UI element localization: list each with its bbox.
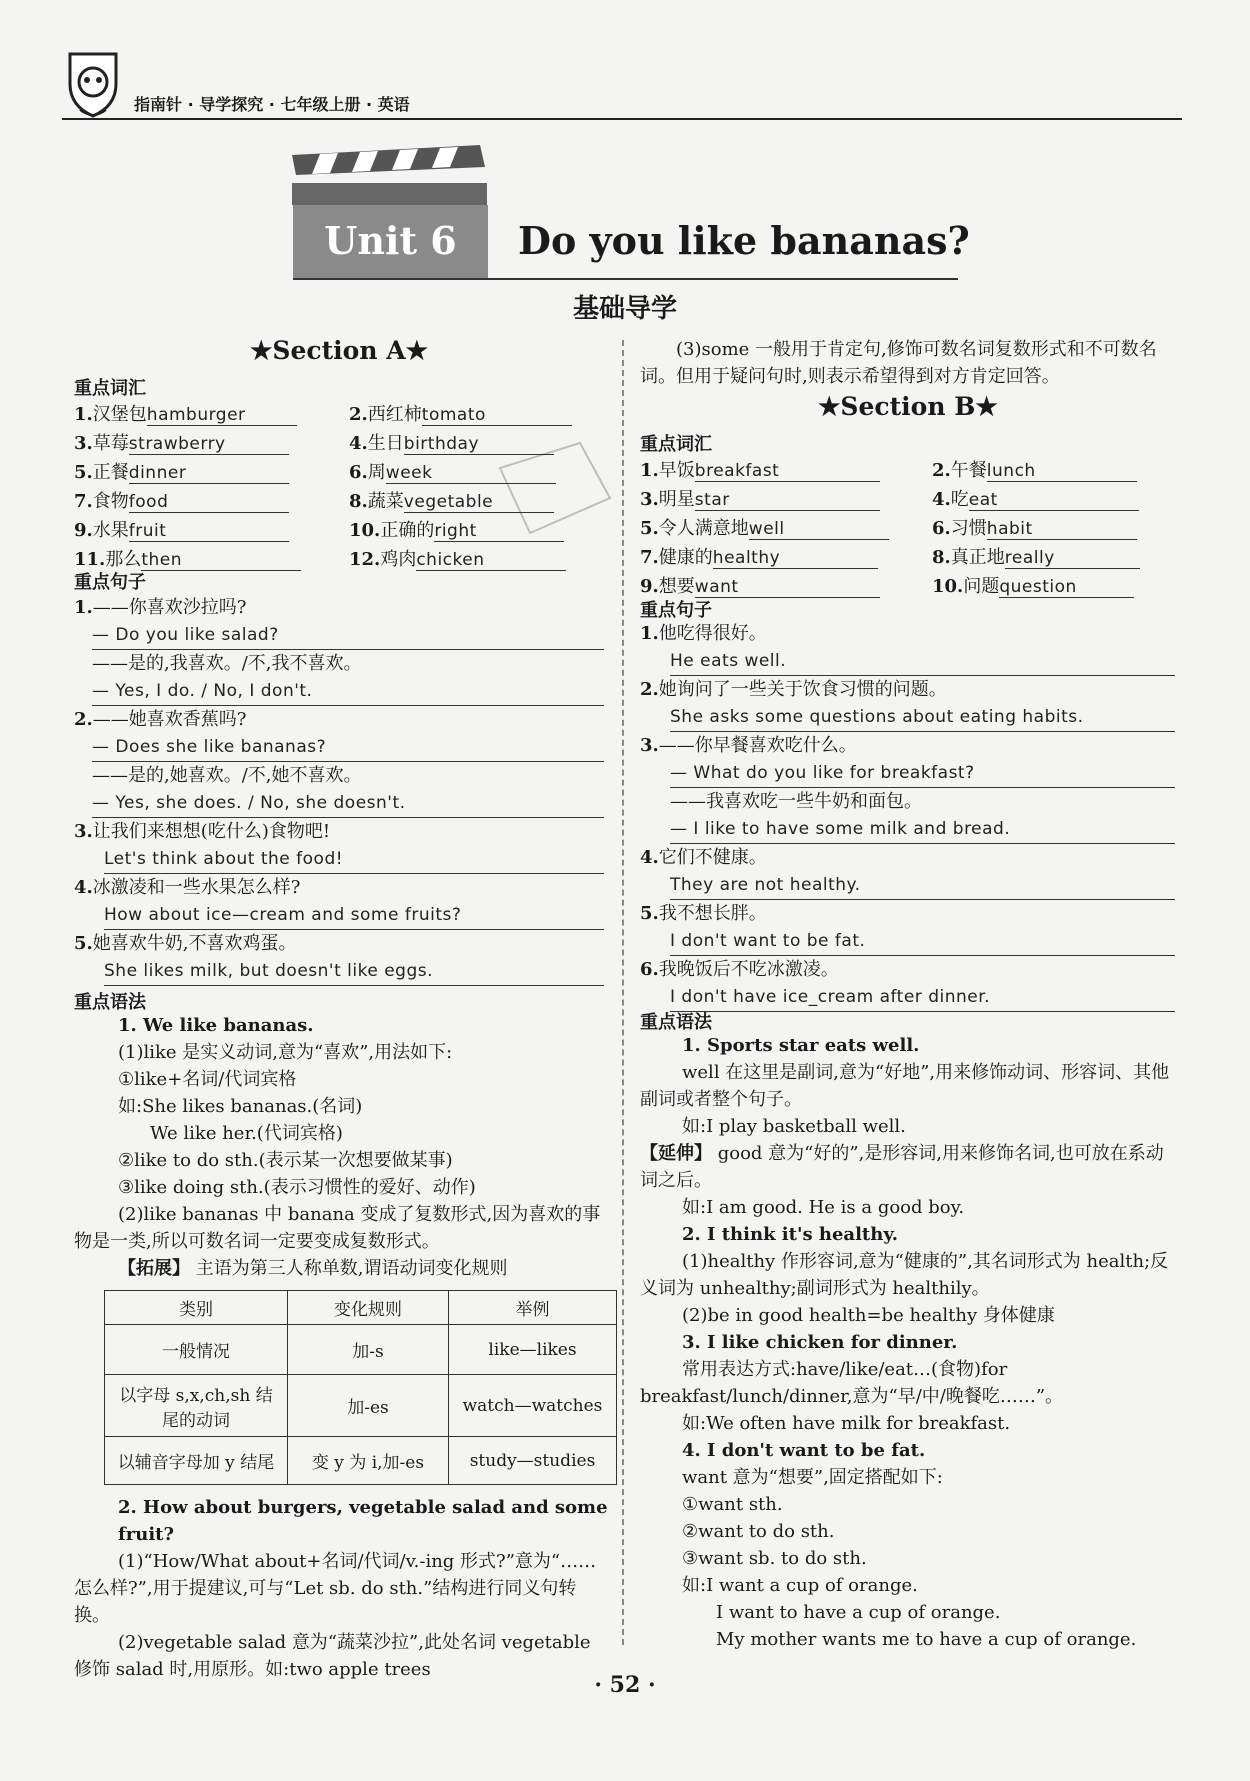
sentence-answer: She asks some questions about eating habits. [670, 707, 1084, 727]
sentence-line: 2.她询问了一些关于饮食习惯的问题。 [640, 679, 947, 700]
sentence-answer: They are not healthy. [670, 875, 861, 895]
table-row: 以字母 s,x,ch,sh 结尾的动词 加-es watch—watches [105, 1375, 617, 1437]
vocab-item: 3.明星star [640, 485, 932, 511]
sentence-answer: — Yes, I do. / No, I don't. [92, 681, 313, 701]
sentence-line: 6.我晚饭后不吃冰激凌。 [640, 959, 839, 980]
grammar-line: I want to have a cup of orange. [716, 1602, 1001, 1623]
grammar-title: 2. I think it's healthy. [682, 1224, 898, 1245]
section-b-heading: ★Section B★ [818, 392, 998, 421]
grammar-line: want 意为“想要”,固定搭配如下: [682, 1467, 943, 1488]
vocab-item: 7.食物food [74, 487, 349, 513]
vocab-item: 2.西红柿tomato [349, 400, 614, 426]
section-a-grammar-3 [640, 336, 1175, 390]
section-a-grammar-label: 重点语法 [74, 992, 146, 1013]
grammar-line: well 在这里是副词,意为“好地”,用来修饰动词、形容词、其他副词或者整个句子。 [640, 1062, 1170, 1110]
extension-text: good 意为“好的”,是形容词,用来修饰名词,也可放在系动词之后。 [640, 1143, 1164, 1191]
column-divider [622, 340, 624, 1645]
section-b-sentences-label: 重点句子 [640, 600, 712, 621]
header-rule [62, 118, 1182, 120]
section-a-sentences [74, 594, 604, 986]
grammar-title: 4. I don't want to be fat. [682, 1440, 926, 1461]
vocab-item: 7.健康的healthy [640, 543, 932, 569]
sentence-answer: She likes milk, but doesn't like eggs. [104, 961, 434, 981]
verb-rules-table [104, 1290, 617, 1485]
vocab-item: 3.草莓strawberry [74, 429, 349, 455]
vocab-item: 1.汉堡包hamburger [74, 400, 349, 426]
grammar-line: ②like to do sth.(表示某一次想要做某事) [118, 1150, 453, 1171]
section-a-grammar-1 [74, 1012, 609, 1282]
grammar-line: ①want sth. [682, 1494, 783, 1515]
grammar-line: ③like doing sth.(表示习惯性的爱好、动作) [118, 1177, 476, 1198]
grammar-line: (2)like bananas 中 banana 变成了复数形式,因为喜欢的事物是一类,所以可数名词一定要变成复数形式。 [74, 1204, 601, 1252]
expand-label: 【拓展】 [118, 1258, 190, 1279]
grammar-title: 1. We like bananas. [118, 1015, 314, 1036]
grammar-line: (2)be in good health=be healthy 身体健康 [682, 1305, 1055, 1326]
grammar-line: (2)vegetable salad 意为“蔬菜沙拉”,此处名词 vegetable 修饰 salad 时,用原形。如:two apple trees [74, 1632, 591, 1680]
sentence-line: ——我喜欢吃一些牛奶和面包。 [670, 791, 922, 812]
extension-label: 【延伸】 [640, 1143, 712, 1164]
grammar-title: 2. How about burgers, vegetable salad and some fruit? [118, 1497, 608, 1545]
grammar-line: (1)healthy 作形容词,意为“健康的”,其名词形式为 health;反义词为 unhealthy;副词形式为 healthily。 [640, 1251, 1169, 1299]
vocab-item: 9.水果fruit [74, 516, 349, 542]
page-title: 基础导学 [572, 294, 677, 324]
vocab-item: 11.那么then [74, 545, 349, 571]
sentence-line: ——是的,我喜欢。/不,我不喜欢。 [92, 653, 362, 674]
section-b-vocab-list [640, 456, 1180, 598]
vocab-item: 4.生日birthday [349, 429, 614, 455]
section-a-grammar-2 [74, 1494, 609, 1683]
sentence-answer: — I like to have some milk and bread. [670, 819, 1011, 839]
vocab-item: 10.问题question [932, 572, 1177, 598]
vocab-item: 8.真正地really [932, 543, 1177, 569]
sentence-line: 3.让我们来想想(吃什么)食物吧! [74, 821, 331, 842]
sentence-line: 1.他吃得很好。 [640, 623, 767, 644]
vocab-item: 5.正餐dinner [74, 458, 349, 484]
section-a-heading: ★Section A★ [250, 336, 429, 365]
grammar-line: 如:I play basketball well. [682, 1116, 906, 1137]
vocab-item: 6.周week [349, 458, 614, 484]
vocab-item: 5.令人满意地well [640, 514, 932, 540]
vocab-item: 2.午餐lunch [932, 456, 1177, 482]
sentence-line: 5.她喜欢牛奶,不喜欢鸡蛋。 [74, 933, 297, 954]
vocab-item: 9.想要want [640, 572, 932, 598]
table-row: 以辅音字母加 y 结尾 变 y 为 i,加-es study—studies [105, 1437, 617, 1485]
grammar-line: (1)“How/What about+名词/代词/v.-ing 形式?”意为“……怎么样?”,用于提建议,可与“Let sb. do sth.”结构进行同义句转换。 [74, 1551, 597, 1626]
sentence-line: 1.——你喜欢沙拉吗? [74, 597, 247, 618]
sentence-line: 2.——她喜欢香蕉吗? [74, 709, 247, 730]
sentence-answer: — What do you like for breakfast? [670, 763, 975, 783]
grammar-line: (1)like 是实义动词,意为“喜欢”,用法如下: [118, 1042, 453, 1063]
page-number: · 52 · [594, 1672, 656, 1698]
vocab-item: 10.正确的right [349, 516, 614, 542]
grammar-line: 如:We often have milk for breakfast. [682, 1413, 1011, 1434]
title-rule [293, 278, 958, 280]
grammar-line: 如:She likes bananas.(名词) [118, 1096, 363, 1117]
sentence-answer: He eats well. [670, 651, 787, 671]
grammar-line: 常用表达方式:have/like/eat…(食物)for breakfast/lunch/dinner,意为“早/中/晚餐吃……”。 [640, 1359, 1064, 1407]
shield-logo-icon [62, 48, 124, 120]
section-a-vocab-label: 重点词汇 [74, 378, 146, 399]
vocab-item: 6.习惯habit [932, 514, 1177, 540]
vocab-item: 4.吃eat [932, 485, 1177, 511]
section-a-vocab-list [74, 400, 614, 571]
section-b-sentences [640, 620, 1175, 1012]
sentence-answer: — Does she like bananas? [92, 737, 327, 757]
grammar-line: ③want sb. to do sth. [682, 1548, 867, 1569]
sentence-line: 5.我不想长胖。 [640, 903, 767, 924]
grammar-line: ①like+名词/代词宾格 [118, 1069, 297, 1090]
table-header-row: 类别 变化规则 举例 [105, 1291, 617, 1325]
sentence-answer: I don't want to be fat. [670, 931, 866, 951]
section-b-grammar [640, 1032, 1178, 1653]
grammar-line: (3)some 一般用于肯定句,修饰可数名词复数形式和不可数名词。但用于疑问句时,则表示希望得到对方肯定回答。 [640, 339, 1157, 387]
table-row: 一般情况 加-s like—likes [105, 1325, 617, 1375]
sentence-line: 4.冰激凌和一些水果怎么样? [74, 877, 301, 898]
section-b-grammar-label: 重点语法 [640, 1012, 712, 1033]
vocab-item: 1.早饭breakfast [640, 456, 932, 482]
grammar-line: ②want to do sth. [682, 1521, 835, 1542]
sentence-answer: Let's think about the food! [104, 849, 344, 869]
grammar-line: My mother wants me to have a cup of orange. [716, 1629, 1137, 1650]
grammar-title: 3. I like chicken for dinner. [682, 1332, 958, 1353]
sentence-line: 3.——你早餐喜欢吃什么。 [640, 735, 857, 756]
header-series: 指南针 · 导学探究 · 七年级上册 · 英语 [134, 95, 410, 114]
vocab-item: 12.鸡肉chicken [349, 545, 614, 571]
sentence-line: ——是的,她喜欢。/不,她不喜欢。 [92, 765, 362, 786]
section-a-sentences-label: 重点句子 [74, 572, 146, 593]
grammar-line: We like her.(代词宾格) [150, 1123, 343, 1144]
section-b-vocab-label: 重点词汇 [640, 434, 712, 455]
grammar-line: 如:I am good. He is a good boy. [682, 1197, 965, 1218]
expand-text: 主语为第三人称单数,谓语动词变化规则 [195, 1258, 508, 1279]
unit-title: Do you like bananas? [518, 218, 970, 263]
vocab-item: 8.蔬菜vegetable [349, 487, 614, 513]
sentence-answer: I don't have ice_cream after dinner. [670, 987, 991, 1007]
sentence-line: 4.它们不健康。 [640, 847, 767, 868]
sentence-answer: — Yes, she does. / No, she doesn't. [92, 793, 406, 813]
grammar-title: 1. Sports star eats well. [682, 1035, 920, 1056]
unit-label: Unit 6 [324, 218, 457, 263]
sentence-answer: — Do you like salad? [92, 625, 279, 645]
grammar-line: 如:I want a cup of orange. [682, 1575, 918, 1596]
sentence-answer: How about ice—cream and some fruits? [104, 905, 462, 925]
